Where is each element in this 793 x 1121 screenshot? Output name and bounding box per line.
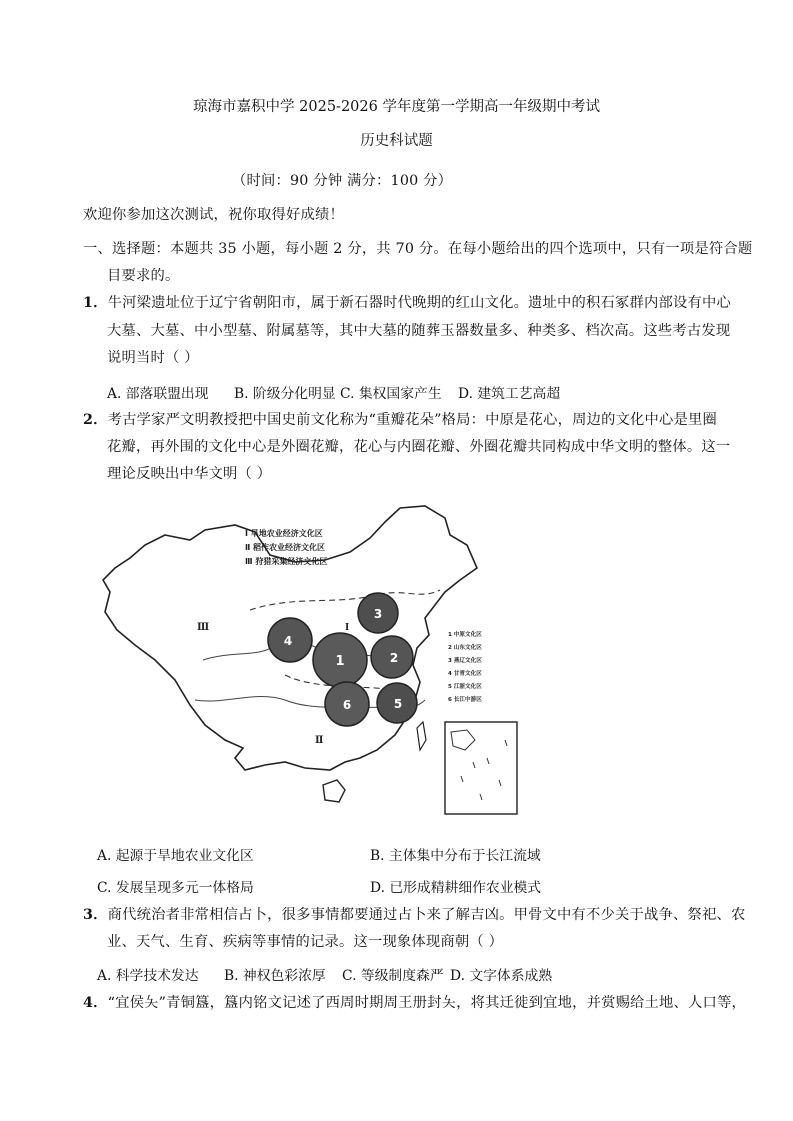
culture-legend-1: 1 中原文化区 (448, 632, 482, 638)
exam-title: 琼海市嘉积中学 2025-2026 学年度第一学期高一年级期中考试 (193, 99, 600, 115)
culture-circle-5 (377, 683, 417, 723)
section-heading-line2: 目要求的。 (107, 268, 180, 284)
q3-option-c[interactable]: C. 等级制度森严 (342, 968, 444, 984)
circle-label-2: 2 (389, 651, 399, 665)
culture-circle-2 (371, 636, 413, 678)
question-3-line2: 业、天气、生育、疾病等事情的记录。这一现象体现商朝（ ） (107, 934, 504, 950)
south-china-sea-inset (445, 722, 517, 814)
legend-item-1: Ⅰ 旱地农业经济文化区 (245, 529, 323, 538)
question-3 (83, 904, 746, 924)
culture-legend-3: 3 燕辽文化区 (448, 658, 482, 664)
question-number: 1． (83, 295, 108, 311)
region-label-ii: Ⅱ (315, 735, 324, 746)
question-number: 4． (83, 995, 108, 1011)
greeting: 欢迎你参加这次测试，祝你取得好成绩！ (83, 207, 344, 223)
legend-item-2: Ⅱ 稻作农业经济文化区 (245, 543, 326, 552)
question-text: “宜侯夨”青铜簋，簋内铭文记述了西周时期周王册封夨，将其迁徙到宜地，并赏赐给土地、人口等， (107, 995, 747, 1011)
q1-option-a[interactable]: A. 部落联盟出现 (107, 386, 209, 402)
culture-circle-6 (325, 682, 369, 726)
q3-option-a[interactable]: A. 科学技术发达 (97, 968, 199, 984)
culture-legend-5: 5 江浙文化区 (448, 684, 482, 690)
question-2-line2: 花瓣，再外围的文化中心是外圈花瓣，花心与内圈花瓣、外圈花瓣共同构成中华文明的整体。这一 (107, 439, 731, 455)
economic-zone-legend (245, 528, 327, 566)
question-number: 2． (83, 412, 108, 428)
q2-option-a[interactable]: A. 起源于旱地农业文化区 (97, 848, 254, 864)
q1-option-c[interactable]: C. 集权国家产生 (340, 386, 442, 402)
culture-circle-1 (313, 633, 367, 687)
time-info: （时间：90 分钟 满分：100 分） (232, 173, 453, 189)
culture-legend-4: 4 甘青文化区 (448, 671, 482, 677)
circle-label-6: 6 (342, 698, 352, 712)
question-text: 商代统治者非常相信占卜，很多事情都要通过占卜来了解吉凶。甲骨文中有不少关于战争、祭祀、农 (107, 907, 746, 923)
question-1 (83, 292, 731, 312)
map-svg (95, 500, 525, 820)
hainan-island (323, 780, 345, 802)
legend-item-3: Ⅲ 狩猎采集经济文化区 (245, 557, 328, 566)
question-text: 考古学家严文明教授把中国史前文化称为“重瓣花朵”格局：中原是花心，周边的文化中心是里圈 (107, 412, 718, 428)
q2-option-d[interactable]: D. 已形成精耕细作农业模式 (370, 880, 542, 896)
region-label-i: Ⅰ (345, 623, 350, 633)
culture-circle-4 (268, 618, 312, 662)
circle-label-3: 3 (373, 607, 383, 621)
q1-option-b[interactable]: B. 阶级分化明显 (234, 386, 336, 402)
question-4 (83, 992, 746, 1012)
circle-label-5: 5 (393, 697, 403, 711)
culture-area-legend (448, 630, 482, 703)
section-heading-line1: 一、选择题：本题共 35 小题，每小题 2 分，共 70 分。在每小题给出的四个选项中，只有一项是符合题 (83, 241, 753, 257)
q2-option-b[interactable]: B. 主体集中分布于长江流域 (370, 848, 541, 864)
culture-circle-3 (358, 593, 398, 633)
question-number: 3． (83, 907, 108, 923)
question-2 (83, 409, 717, 429)
circle-label-1: 1 (335, 654, 345, 669)
question-1-line2: 大墓、大墓、中小型墓、附属墓等，其中大墓的随葬玉器数量多、种类多、档次高。这些考古发现 (107, 323, 731, 339)
culture-legend-6: 6 长江中游区 (448, 697, 482, 703)
question-1-line3: 说明当时（ ） (107, 350, 199, 366)
question-text: 牛河梁遗址位于辽宁省朝阳市，属于新石器时代晚期的红山文化。遗址中的积石冢群内部设有中心 (107, 295, 732, 311)
q3-option-d[interactable]: D. 文字体系成熟 (450, 968, 553, 984)
china-prehistoric-culture-map (95, 500, 525, 820)
subject-title: 历史科试题 (360, 133, 433, 149)
taiwan-island (417, 722, 426, 750)
q1-option-d[interactable]: D. 建筑工艺高超 (458, 386, 561, 402)
culture-legend-2: 2 山东文化区 (448, 645, 482, 651)
region-boundary (250, 590, 440, 610)
question-2-line3: 理论反映出中华文明（ ） (107, 466, 272, 482)
q2-option-c[interactable]: C. 发展呈现多元一体格局 (97, 880, 254, 896)
region-label-iii: Ⅲ (197, 622, 210, 633)
q3-option-b[interactable]: B. 神权色彩浓厚 (224, 968, 326, 984)
circle-label-4: 4 (283, 634, 293, 648)
